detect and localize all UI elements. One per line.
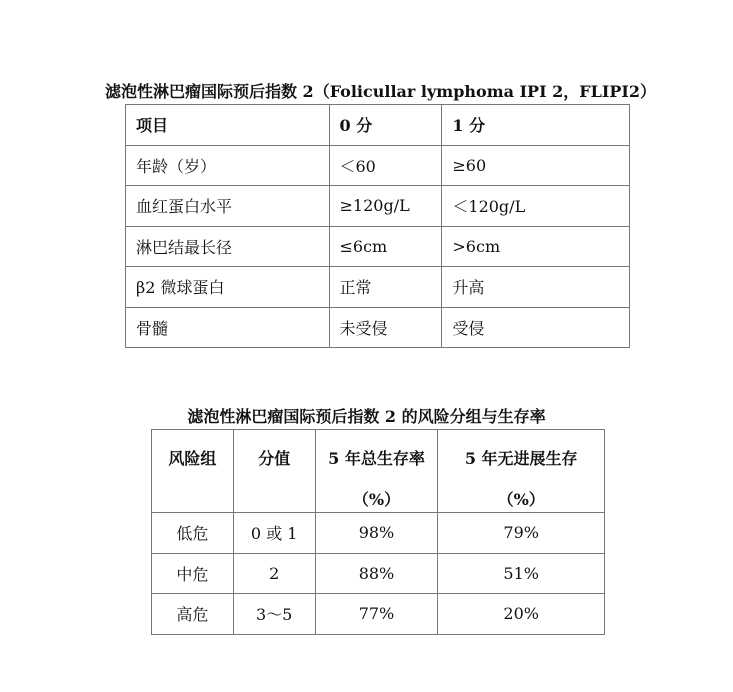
table-cell: ≥60 xyxy=(442,145,630,186)
header-line: 分值 xyxy=(258,449,291,468)
table-cell: 77% xyxy=(315,594,438,635)
table-cell: 高危 xyxy=(152,594,234,635)
table-cell: 血红蛋白水平 xyxy=(126,186,330,227)
header-cell xyxy=(233,430,315,513)
header-line: 5 年总生存率 xyxy=(328,449,425,468)
table-cell: 88% xyxy=(315,553,438,594)
header-line: （%） xyxy=(497,490,545,509)
flipi2-criteria-table xyxy=(125,104,630,348)
header-cell xyxy=(438,430,605,513)
table-cell: ＜120g/L xyxy=(442,186,630,227)
header-cell: 项目 xyxy=(126,105,330,146)
table-cell: 98% xyxy=(315,513,438,554)
table-row xyxy=(126,186,630,227)
table-cell: 20% xyxy=(438,594,605,635)
table-row xyxy=(126,307,630,348)
risk-group-survival-table xyxy=(151,429,605,635)
table-cell: ＜60 xyxy=(329,145,442,186)
table-cell: 升高 xyxy=(442,267,630,308)
table-row xyxy=(126,267,630,308)
header-cell xyxy=(152,430,234,513)
table-cell: 骨髓 xyxy=(126,307,330,348)
table1-title: 滤泡性淋巴瘤国际预后指数 2（Folicullar lymphoma IPI 2，FLIPI2） xyxy=(104,82,657,101)
header-cell xyxy=(315,430,438,513)
table-cell: 51% xyxy=(438,553,605,594)
table-cell: 年龄（岁） xyxy=(126,145,330,186)
table-cell: 0 或 1 xyxy=(233,513,315,554)
table-cell: 淋巴结最长径 xyxy=(126,226,330,267)
table-cell: 正常 xyxy=(329,267,442,308)
header-cell: 0 分 xyxy=(329,105,442,146)
table-cell: 受侵 xyxy=(442,307,630,348)
table-cell: 中危 xyxy=(152,553,234,594)
table-cell: β2 微球蛋白 xyxy=(126,267,330,308)
table-cell: 未受侵 xyxy=(329,307,442,348)
table2-title: 滤泡性淋巴瘤国际预后指数 2 的风险分组与生存率 xyxy=(187,407,546,426)
table-cell: ≤6cm xyxy=(329,226,442,267)
table-row xyxy=(152,513,605,554)
table-row xyxy=(126,226,630,267)
table-row xyxy=(152,594,605,635)
header-cell: 1 分 xyxy=(442,105,630,146)
table-cell: 2 xyxy=(233,553,315,594)
table-row xyxy=(126,145,630,186)
table-cell: 79% xyxy=(438,513,605,554)
table-cell: 3～5 xyxy=(233,594,315,635)
table-cell: ≥120g/L xyxy=(329,186,442,227)
table-header-row xyxy=(152,430,605,513)
header-line: 风险组 xyxy=(168,449,217,468)
header-line: 5 年无进展生存 xyxy=(464,449,578,468)
table-row xyxy=(152,553,605,594)
table-cell: >6cm xyxy=(442,226,630,267)
table-cell: 低危 xyxy=(152,513,234,554)
header-line: （%） xyxy=(352,490,401,509)
table-header-row xyxy=(126,105,630,146)
